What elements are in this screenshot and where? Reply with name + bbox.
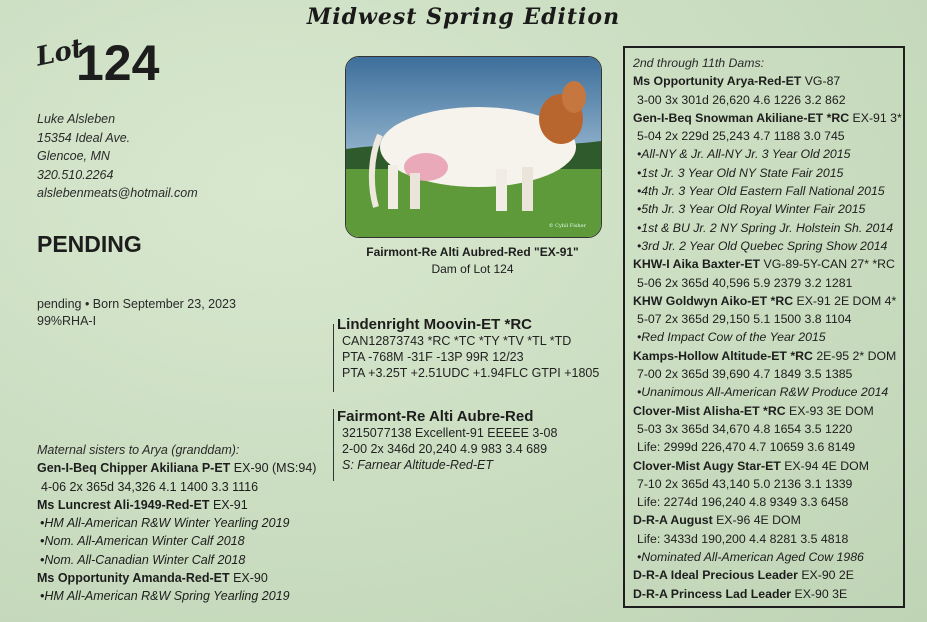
cow-entry-name xyxy=(633,457,903,475)
sire-line: PTA -768M -31F -13P 99R 12/23 xyxy=(342,350,524,364)
cow-entry-name xyxy=(37,459,327,477)
consignor-address: 15354 Ideal Ave. xyxy=(37,130,131,145)
lot-number: 124 xyxy=(76,35,160,91)
dam-block xyxy=(337,408,557,473)
cow-entry-name xyxy=(37,496,327,514)
cow-award-note: •Nom. All-Canadian Winter Calf 2018 xyxy=(40,552,246,567)
cow-name: Ms Opportunity Arya-Red-ET xyxy=(633,74,802,89)
cow-award-note: •HM All-American R&W Spring Yearling 2019 xyxy=(40,589,290,604)
cow-name: Kamps-Hollow Altitude-ET *RC xyxy=(633,348,813,363)
cow-entry-name xyxy=(633,72,903,90)
cow-award-note: •Red Impact Cow of the Year 2015 xyxy=(637,330,826,345)
dams-heading: 2nd through 11th Dams: xyxy=(633,56,765,70)
cow-award-note: •3rd Jr. 2 Year Old Quebec Spring Show 2014 xyxy=(637,238,888,253)
maternal-sisters xyxy=(37,441,327,606)
cow-record-line: Life: 2274d 196,240 4.8 9349 3.3 6458 xyxy=(637,495,849,510)
cow-classification: EX-90 3E xyxy=(791,586,848,601)
dam-name: Fairmont-Re Alti Aubre-Red xyxy=(337,408,534,425)
cow-record-line: 5-04 2x 229d 25,243 4.7 1188 3.0 745 xyxy=(637,129,845,144)
cow-entry-name xyxy=(633,566,903,584)
cow-classification: EX-90 (MS:94) xyxy=(230,461,317,476)
cow-classification: EX-91 2E DOM 4* xyxy=(793,293,897,308)
consignor-email[interactable]: alslebenmeats@hotmail.com xyxy=(37,186,198,200)
photo-caption xyxy=(340,244,605,278)
cow-entry-name xyxy=(633,255,903,273)
cow-classification: EX-93 3E DOM xyxy=(785,403,874,418)
consignor-phone: 320.510.2264 xyxy=(37,167,114,182)
consignor-name: Luke Alsleben xyxy=(37,112,116,126)
cow-record-line: 5-06 2x 365d 40,596 5.9 2379 3.2 1281 xyxy=(637,275,853,290)
cow-entry-name xyxy=(37,569,327,587)
cow-classification: VG-87 xyxy=(801,74,841,89)
cow-name: Ms Opportunity Amanda-Red-ET xyxy=(37,571,230,586)
cow-classification: EX-91 xyxy=(209,497,248,512)
cow-name: D-R-A Ideal Precious Leader xyxy=(633,568,798,583)
dam-line: 2-00 2x 346d 20,240 4.9 983 3.4 689 xyxy=(342,442,548,456)
cow-entry-name xyxy=(633,402,903,420)
animal-name-birth: pending • Born September 23, 2023 xyxy=(37,297,236,311)
maternal-list xyxy=(37,459,327,605)
cow-award-note: •Nominated All-American Aged Cow 1986 xyxy=(637,550,864,565)
cow-record-line: Life: 3433d 190,200 4.4 8281 3.5 4818 xyxy=(637,531,849,546)
caption-subtitle: Dam of Lot 124 xyxy=(431,262,514,276)
dams-list xyxy=(633,72,903,603)
consignor-info xyxy=(37,110,198,203)
dam-photo xyxy=(345,56,602,238)
cow-record-line: 3-00 3x 301d 26,620 4.6 1226 3.2 862 xyxy=(637,92,846,107)
cow-entry-name xyxy=(633,292,903,310)
cow-name: Gen-I-Beq Chipper Akiliana P-ET xyxy=(37,461,231,476)
cow-classification: VG-89-5Y-CAN 27* *RC xyxy=(760,257,895,272)
cow-name: Clover-Mist Augy Star-ET xyxy=(633,458,781,473)
cow-record-line: 7-10 2x 365d 43,140 5.0 2136 3.1 1339 xyxy=(637,476,853,491)
cow-entry-name xyxy=(633,109,903,127)
animal-status: PENDING xyxy=(37,231,142,257)
cow-classification: 2E-95 2* DOM xyxy=(812,348,897,363)
cow-name: D-R-A Princess Lad Leader xyxy=(633,586,792,601)
cow-award-note: •1st & BU Jr. 2 NY Spring Jr. Holstein Sh. 2014 xyxy=(637,220,894,235)
cow-classification: EX-96 4E DOM xyxy=(712,513,801,528)
dam-divider xyxy=(333,409,334,481)
cow-record-line: 5-03 3x 365d 34,670 4.8 1654 3.5 1220 xyxy=(637,421,853,436)
catalog-title: Midwest Spring Edition xyxy=(306,4,621,30)
sire-divider xyxy=(333,324,334,392)
cow-award-note: •All-NY & Jr. All-NY Jr. 3 Year Old 2015 xyxy=(637,147,851,162)
cow-name: KHW-I Aika Baxter-ET xyxy=(633,257,761,272)
cow-record-line: Life: 2999d 226,470 4.7 10659 3.6 8149 xyxy=(637,440,856,455)
sire-line: PTA +3.25T +2.51UDC +1.94FLC GTPI +1805 xyxy=(342,366,600,380)
cow-name: Ms Luncrest Ali-1949-Red-ET xyxy=(37,497,210,512)
photographer-signature: © Cybil Fisher xyxy=(548,223,586,229)
cow-entry-name xyxy=(633,585,903,603)
cow-award-note: •HM All-American R&W Winter Yearling 2019 xyxy=(40,516,290,531)
cow-name: KHW Goldwyn Aiko-ET *RC xyxy=(633,293,794,308)
cow-name: D-R-A August xyxy=(633,513,713,528)
animal-details xyxy=(37,296,236,330)
cow-award-note: •Nom. All-American Winter Calf 2018 xyxy=(40,534,245,549)
caption-title: Fairmont-Re Alti Aubred-Red "EX-91" xyxy=(366,245,579,259)
cow-name: Gen-I-Beq Snowman Akiliane-ET *RC xyxy=(633,110,850,125)
cow-classification: EX-94 4E DOM xyxy=(780,458,869,473)
lot-label: Lot xyxy=(33,33,87,73)
cow-award-note: •Unanimous All-American R&W Produce 2014 xyxy=(637,385,889,400)
cow-record-line: 7-00 2x 365d 39,690 4.7 1849 3.5 1385 xyxy=(637,367,853,382)
consignor-city: Glencoe, MN xyxy=(37,149,110,163)
sire-block xyxy=(337,316,599,381)
cow-award-note: •4th Jr. 3 Year Old Eastern Fall National 2015 xyxy=(637,184,885,199)
sire-name: Lindenright Moovin-ET *RC xyxy=(337,316,532,333)
cow-classification: EX-90 xyxy=(229,571,268,586)
sire-line: CAN12873743 *RC *TC *TY *TV *TL *TD xyxy=(342,334,572,348)
cow-record-line: 4-06 2x 365d 34,326 4.1 1400 3.3 1116 xyxy=(41,479,259,494)
dam-line: 3215077138 Excellent-91 EEEEE 3-08 xyxy=(342,426,558,440)
cow-name: Clover-Mist Alisha-ET *RC xyxy=(633,403,786,418)
cow-record-line: 5-07 2x 365d 29,150 5.1 1500 3.8 1104 xyxy=(637,312,852,327)
animal-rha: 99%RHA-I xyxy=(37,314,97,328)
cow-classification: EX-91 3* xyxy=(849,110,902,125)
cow-entry-name xyxy=(633,347,903,365)
dams-pedigree-box xyxy=(623,46,905,608)
cow-award-note: •5th Jr. 3 Year Old Royal Winter Fair 2015 xyxy=(637,202,866,217)
maternal-heading: Maternal sisters to Arya (granddam): xyxy=(37,443,240,457)
dam-sire-line: S: Farnear Altitude-Red-ET xyxy=(342,458,493,472)
cow-award-note: •1st Jr. 3 Year Old NY State Fair 2015 xyxy=(637,165,844,180)
cow-classification: EX-90 2E xyxy=(797,568,854,583)
cow-image xyxy=(346,57,601,237)
cow-entry-name xyxy=(633,511,903,529)
